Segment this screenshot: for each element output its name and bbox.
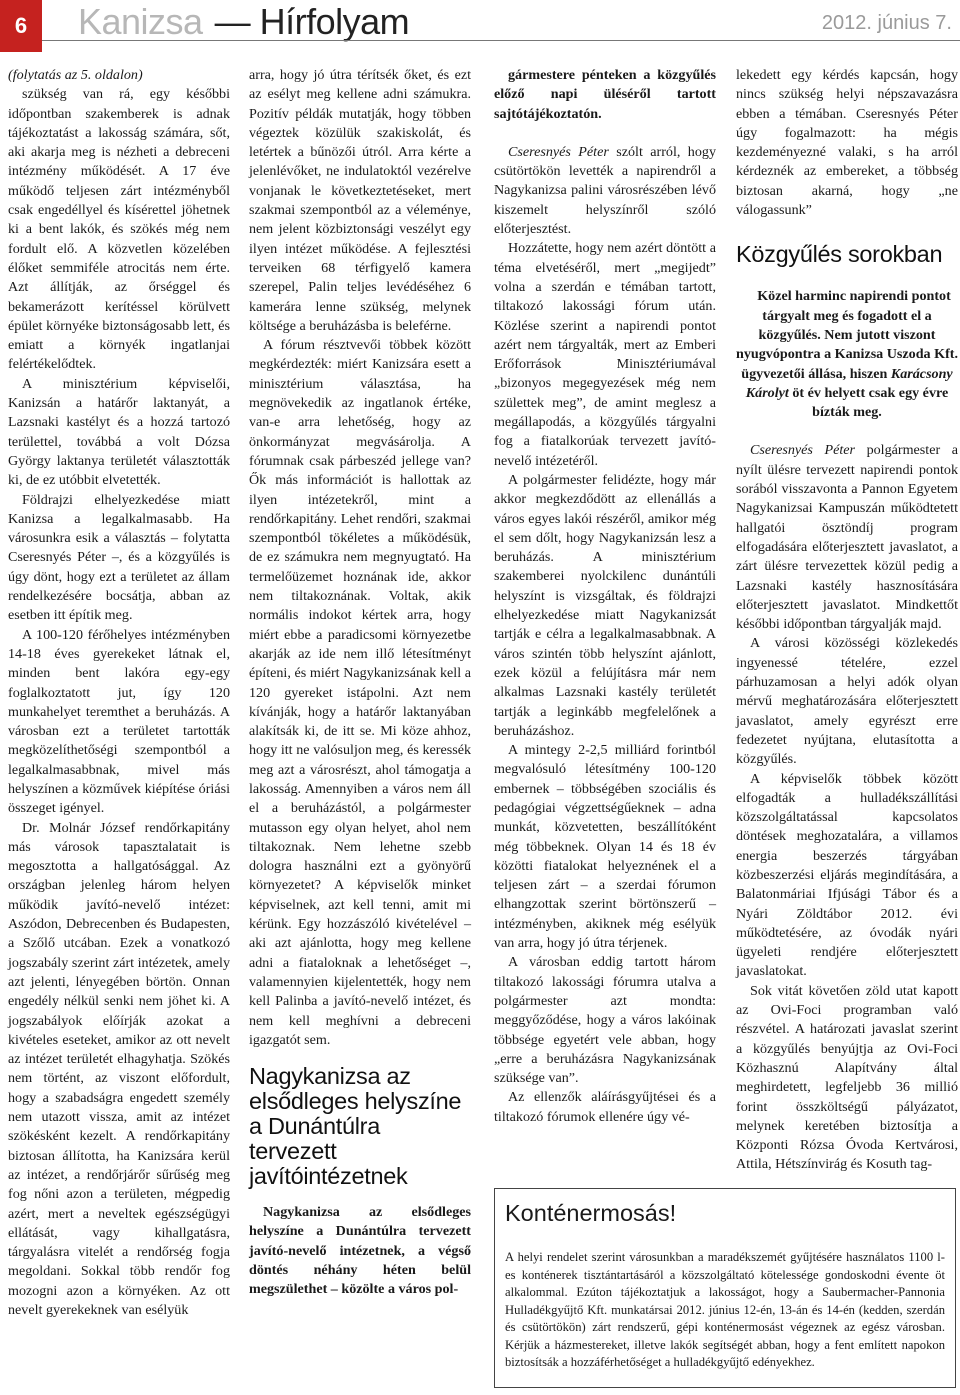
notice-title: Konténermosás! bbox=[505, 1200, 677, 1226]
section-headline: Közgyűlés sorokban bbox=[736, 241, 943, 268]
person-name: Cseresnyés Péter bbox=[508, 143, 609, 160]
brand-second-word: — Hírfolyam bbox=[214, 1, 410, 42]
article-paragraph: Hozzátette, hogy nem azért döntött a téma elvetéséről, mert „megijedt” volna a szerdán e témában tartott, tiltakozó lakossági fórum után. Közlése szerint a napirendi pontot azért nem tárgyalták, mert az Emberi Erőforrások Minisztériumával „bizonyos megegyezések még nem születtek meg”, de amint meglesz a megállapodás, a közgyűlés tárgyalni fog a fiatalkorúak tervezett javító-nevelő intézetéről. bbox=[494, 240, 716, 469]
header-rule bbox=[42, 40, 960, 41]
article-paragraph: Cseresnyés Péter szólt arról, hogy csütörtökön levették a napirendről a Nagykanizsa palini városrészében lévő kiszemelt helyszínről szóló előterjesztést. bbox=[494, 143, 716, 238]
section-lead: Közel harminc napirendi pontot tárgyalt meg és fogadott el a közgyűlés. Nem jutott viszont nyugvópontra a Kanizsa Uszoda Kft. ügyvezetői állása, hiszen Karácsony Károlyt öt év helyett csak egy évre bízták meg. bbox=[736, 288, 958, 421]
person-name: Cseresnyés Péter bbox=[750, 442, 855, 459]
article-paragraph: Sok vitát követően zöld utat kapott az Ovi-Foci programban való részvétel. A határozati javaslat szerint a közgyűlés benyújtja az Ovi-Foci Közhasznú Alapítvány által meghirdetett, legfeljebb 36 millió forint összköltségű pályázatot, melynek keretében biztosítja a Központi Rózsa Óvoda Kertvárosi, Attila, Hétszínvirág és Kosuth tag- bbox=[736, 982, 958, 1173]
article-paragraph: A polgármester felidézte, hogy már akkor megkezdődött az ellenállás a város egyes lakói részéről, amikor még el sem dőlt, hogy Nagykanizsán lesz a beruházás. A minisztérium szakemberei nyolckilenc dunántúli helyszínt is vizsgáltak, és földrajzi elhelyezkedése miatt Nagykanizsát tartják e célra a legalkalmasabbnak. A város szintén több helyszínt ajánlott, ezek közül a felújításra már nem alkalmas Lazsnaki kastély területét tartják a leginkább megfelelőnek a beruházáshoz. bbox=[494, 471, 716, 739]
article-paragraph: Földrajzi elhelyezkedése miatt Kanizsa a legalkalmasabb. Ha városunkra esik a választás – folytatta Cseresnyés Péter –, és a közgyűlés is úgy dönt, hogy ezt a területet az állam rendelkezésére bocsátja, abban az esetben itt építik meg. bbox=[8, 491, 230, 624]
person-name: Karácsony Károlyt bbox=[745, 365, 953, 401]
article-paragraph: A képviselők többek között elfogadták a hulladékszállítási közszolgáltatással kapcsolatos döntések meghozatalára, a villamos energia beszerzés tárgyában közbeszerzési eljárás megindítására, a Balatonmáriai Ifjúsági Tábor és a Nyári Zöldtábor 2012. évi működtetésére, az óvodák nyári ügyeleti rendjére előterjesztett javaslatokat. bbox=[736, 770, 958, 980]
article-paragraph: A városi közösségi közlekedés ingyenessé tételére, ezzel párhuzamosan a helyi adók olyan mérvű meghatározására előterjesztett javaslatot, amely egyrészt erre fedezetet nyújtana, elutasította a közgyűlés. bbox=[736, 635, 958, 768]
article-paragraph: A minisztérium képviselői, Kanizsán a határőr laktanyát, a Lazsnaki kastélyt és a hozzá tartozó területtel, továbbá a volt Dózsa György laktanya területét választották ki, de ez utóbbit elvetették. bbox=[8, 375, 230, 489]
article-paragraph: A városban eddig tartott három tiltakozó lakossági fórumra utalva a polgármester azt mondta: meggyőződése, hogy a város lakóinak többsége egyetért vele abban, hogy „erre a beruházásra Nagykanizsának szüksége van”. bbox=[494, 954, 716, 1087]
publication-title bbox=[78, 2, 409, 42]
notice-box bbox=[494, 1188, 956, 1388]
issue-date: 2012. június 7. bbox=[821, 12, 952, 34]
article-paragraph: A 100-120 férőhelyes intézményben 14-18 éves gyerekeket látnak el, minden bent lakóra egy-egy foglalkoztatott jut, így 120 munkahelyet teremthet a beruházás. A városban ezt a területet tartották megközelíthetőségi szempontból a legalkalmasabbnak, mivel más helyszínen a közművek kiépítése óriási összeget igényel. bbox=[8, 626, 230, 817]
page-number: 6 bbox=[0, 0, 42, 52]
article-paragraph: Cseresnyés Péter polgármester a nyílt ülésre tervezett napirendi pontok sorából visszavonta a Pannon Egyetem Nagykanizsai Kampuszán működtetett hallgatói ösztöndíj program elfogadására előterjesztett javaslatot, a zárt ülésre tervezettek közül pedig a Lazsnaki kastély hasznosítására előterjesztett javaslatot. Mindkettőt későbbi időpontban tárgyalják majd. bbox=[736, 442, 958, 633]
article-lead: Nagykanizsa az elsődleges helyszíne a Dunántúlra tervezett javító-nevelő intézetnek, a végső döntés néhány héten belül megszülethet – közölte a város pol- bbox=[249, 1204, 471, 1298]
article-paragraph: arra, hogy jó útra térítsék őket, és ezt az esélyt meg kellene adni számukra. Pozitív példák mutatják, hogy többen végeztek közülük szakiskolát, és letértek a bűnözői útról. Arra kérte a jelenlévőket, ne indulatoktól vezérelve vonjanak le következtetéseket, mert szakmai szempontból az a véleménye, nem jelent közbiztonsági veszélyt egy ilyen intézet működése. A fejlesztési terveiken 68 térfigyelő kamera szerepel, Palin teljes levédéséhez 6 kamerára lenne szükség, melynek költsége a beruházásba is beleférne. bbox=[249, 67, 471, 334]
column-4 bbox=[736, 66, 958, 1175]
brand-first-word: Kanizsa bbox=[78, 1, 203, 42]
column-3 bbox=[494, 66, 716, 1127]
article-paragraph: szükség van rá, egy későbbi időpontban szakemberek is adnak tájékoztatást a lakosság számára, sőt, aki akarja meg is nézheti a debreceni intézmény működését. A 17 éve működő teljesen zárt intézményből csak engedéllyel és kísérettel jöhetnek ki a bent lakók, és szökés még nem fordult elő. A közvetlen közelében élőket semmiféle atrocitás nem érte. Azt állítják, az őrséggel és bekamerázott kerítéssel körülvett épület környéke biztonságosabb lett, és emiatt a környék ingatlanjai felértékelődtek. bbox=[8, 86, 230, 373]
article-paragraph: A fórum résztvevői többek között megkérdezték: miért Kanizsára esett a minisztérium választása, ha megnövekedik az ingatlanok értéke, van-e arra lehetőség, hogy az önkormányzat megvásárolja. A fórumnak csak párbeszéd jellege van? Ők más információt is hallottak az ilyen intézetekről, mint a rendőrkapitány. Lehet rendőri, szakmai szempontból tökéletes a működésük, de ez számukra nem megnyugtató. Ha termelőüzemet hoznának ide, akkor nem tiltakoznának. Voltak, akik normális indokot kértek arra, hogy miért ebbe a paradicsomi környezetbe akarják az ide nem illő létesítményt építeni, és miért Nagykanizsának kell a 120 gyereket istápolni. Azt nem kívánják, hogy a határőr laktanyában alakítsák ki, de itt se. Mi köze ahhoz, hogy itt ne valósuljon meg, és keressék meg azt a városrészt, ahol támogatja a lakosság. Amennyiben a város nem áll el a beruházástól, a polgármester mutasson egy olyan helyet, ahol nem tiltakoznak. Nem lehetne szebb dologra használni ezt a gyönyörű környezetet? A képviselők minket képviselnek, azt kell tenni, amit mi kérünk. Egy hozzászóló kivételével – aki azt ajánlotta, hogy meg kellene adni a fiataloknak a lehetőséget –, valamennyien kijelentették, hogy nem kell Palinba a javító-nevelő intézet, és nem kell meghívni a debreceni igazgatót sem. bbox=[249, 337, 471, 1048]
continued-note: (folytatás az 5. oldalon) bbox=[8, 67, 143, 83]
article-paragraph: A mintegy 2-2,5 milliárd forintból megvalósuló létesítmény 100-120 embernek – többségében szociális és pedagógiai végzettségűeknek – adna munkát, közvetetten, beszállítóként még többeknek. Olyan 14 és 18 év közötti fiatalokat helyeznének el a teljesen zárt – a szerdai fórumon elhangzottak szerint börtönszerű – intézményben, akiknek még esélyük van arra, hogy jó útra térjenek. bbox=[494, 742, 716, 952]
masthead bbox=[0, 0, 960, 56]
notice-body: A helyi rendelet szerint városunkban a maradékszemét gyűjtésére használatos 1100 l-es konténerek tisztántartásáról a közszolgáltató kötelessége gondoskodni évente öt alkalommal. Ezúton tájékoztatjuk a lakosságot, hogy a Saubermacher-Pannonia Hulladékgyűjtő Kft. munkatársai 2012. június 12-én, 13-án és 14-én (kedden, szerdán és csütörtökön) zárt rendszerű, gépi konténermosást végeznek az egész városban. Kérjük a házmestereket, illetve lakók segítségét abban, hogy a fent említett napokon biztosítsák a hozzáférhetőséget a hulladékgyűjtő edényekhez. bbox=[505, 1250, 945, 1369]
article-headline: Nagykanizsa az elsődleges helyszíne a Dunántúlra tervezett javítóintézetnek bbox=[249, 1063, 462, 1190]
column-1 bbox=[8, 66, 230, 1320]
article-paragraph: lekedett egy kérdés kapcsán, hogy nincs szükség helyi népszavazásra ebben a témában. Cseresnyés Péter úgy fogalmazott: ha mégis kezdeményezné valaki, s ha arról kérdeznék az embereket, a többség biztosan akarná, hogy „ne válogassunk” bbox=[736, 67, 958, 219]
article-paragraph: Az ellenzők aláírásgyűjtései és a tiltakozó fórumok ellenére úgy vé- bbox=[494, 1089, 716, 1125]
column-2 bbox=[249, 66, 471, 1300]
article-lead-continued: gármestere pénteken a közgyűlés előző napi üléséről tartott sajtótájékoztatón. bbox=[494, 67, 716, 122]
article-paragraph: Dr. Molnár József rendőrkapitány más városok tapasztalatait is megosztotta a hallgatósággal. Az országban jelenleg három helyen működik javító-nevelő intézet: Aszódon, Debrecenben és Budapesten, a Szőlő utcában. Ezek a vonatkozó jogszabály szerint zárt intézetek, amely azt jelenti, lényegében börtön. Onnan engedély nélkül senki nem jöhet ki. A jogszabályok előírják azokat a kivételes eseteket, amikor az ott nevelt az intézet területét elhagyhatja. Szökés nem történt, az viszont előfordult, hogy a szabadságra engedett személy nem utazott vissza, amit az intézet szökésként kezelt. A rendőrkapitány biztosan állította, ha Kanizsára kerül az intézet, a rendőrjárőr sűrűség meg fog nőni azon a területen, mégpedig azért, mert a neveltek egészségügyi ellátását, vagy kihallgatásra, tárgyalásra vitelét a rendőrség fogja megoldani. Sokkal több rendőr fog mozogni azon a környéken. Az ott nevelt gyerekeknek van esélyük bbox=[8, 819, 230, 1318]
